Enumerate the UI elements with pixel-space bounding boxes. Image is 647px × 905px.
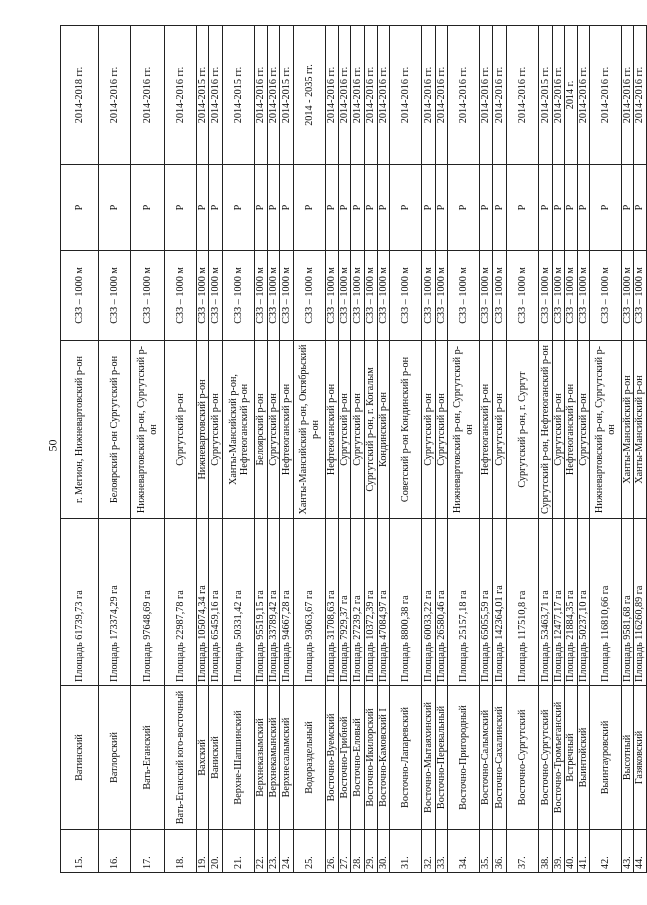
protection-zone-cell: СЗЗ – 1000 м [255, 251, 267, 341]
row-number: 28. [351, 830, 365, 873]
license-type-cell: Р [365, 165, 377, 251]
area-cell: Площадь 50331,42 га [223, 519, 255, 686]
license-type-cell: Р [326, 165, 338, 251]
table-row [590, 26, 622, 873]
area-cell: Площадь 8800,38 га [389, 519, 421, 686]
object-name: Вахский [197, 686, 209, 830]
license-type-cell: Р [223, 165, 255, 251]
area-cell: Площадь 31708,63 га [326, 519, 338, 686]
license-type-cell: Р [131, 165, 165, 251]
location-cell: Кондинский р-он [377, 341, 389, 519]
row-number: 24. [280, 830, 294, 873]
license-type-cell: Р [61, 165, 99, 251]
period-cell: 2014-2016 гг. [209, 26, 223, 165]
table-row [267, 26, 279, 873]
period-cell: 2014-2016 гг. [267, 26, 279, 165]
row-number: 31. [389, 830, 421, 873]
object-name: Восточно-Лапаревский [389, 686, 421, 830]
protection-zone-cell: СЗЗ – 1000 м [197, 251, 209, 341]
license-type-cell: Р [351, 165, 365, 251]
area-cell: Площадь 21884,35 га [565, 519, 577, 686]
protection-zone-cell: СЗЗ – 1000 м [223, 251, 255, 341]
license-type-cell: Р [435, 165, 447, 251]
license-type-cell: Р [377, 165, 389, 251]
area-cell: Площадь 7929,37 га [338, 519, 350, 686]
row-number: 23. [267, 830, 279, 873]
row-number: 30. [377, 830, 389, 873]
row-number: 16. [99, 830, 131, 873]
table-row [538, 26, 552, 873]
object-name: Вать-Еганский [131, 686, 165, 830]
area-cell: Площадь 105074,34 га [197, 519, 209, 686]
object-name: Восточно-Икилорский [365, 686, 377, 830]
row-number: 15. [61, 830, 99, 873]
protection-zone-cell: СЗЗ – 1000 м [326, 251, 338, 341]
location-cell: Сургутский р-он [421, 341, 435, 519]
row-number: 21. [223, 830, 255, 873]
protection-zone-cell: СЗЗ – 1000 м [294, 251, 326, 341]
object-name: Верхнесалымский [280, 686, 294, 830]
area-cell: Площадь 33789,42 га [267, 519, 279, 686]
object-name: Верхнеказымский [255, 686, 267, 830]
area-cell: Площадь 60033,22 га [421, 519, 435, 686]
page-number: 50 [45, 439, 60, 452]
location-cell: Ханты-Мансийский р-он, Октябрьский р-он [294, 341, 326, 519]
row-number: 34. [448, 830, 480, 873]
protection-zone-cell: СЗЗ – 1000 м [435, 251, 447, 341]
object-name: Восточно-Камовский I [377, 686, 389, 830]
table-row [294, 26, 326, 873]
row-number: 26. [326, 830, 338, 873]
license-type-cell: Р [492, 165, 506, 251]
rotated-table-container [60, 26, 646, 873]
license-type-cell: Р [165, 165, 197, 251]
deposits-table [60, 25, 647, 873]
table-row [61, 26, 99, 873]
period-cell: 2014-2016 гг. [622, 26, 634, 165]
protection-zone-cell: СЗЗ – 1000 м [99, 251, 131, 341]
license-type-cell: Р [552, 165, 564, 251]
row-number: 44. [634, 830, 646, 873]
object-name: Восточно-Еловый [351, 686, 365, 830]
location-cell: Сургутский р-он [267, 341, 279, 519]
table-row [634, 26, 646, 873]
license-type-cell: Р [634, 165, 646, 251]
table-row [389, 26, 421, 873]
row-number: 41. [577, 830, 589, 873]
row-number: 40. [565, 830, 577, 873]
license-type-cell: Р [506, 165, 538, 251]
location-cell: Нижневартовский р-он, Сургутский р-он [590, 341, 622, 519]
location-cell: Сургутский р-он, г. Сургут [506, 341, 538, 519]
object-name: Газяковский [634, 686, 646, 830]
license-type-cell: Р [590, 165, 622, 251]
period-cell: 2014-2016 гг. [448, 26, 480, 165]
table-row [255, 26, 267, 873]
object-name: Встречный [565, 686, 577, 830]
location-cell: Сургутский р-он [492, 341, 506, 519]
table-row [480, 26, 492, 873]
protection-zone-cell: СЗЗ – 1000 м [389, 251, 421, 341]
license-type-cell: Р [338, 165, 350, 251]
object-name: Восточно-Салымский [480, 686, 492, 830]
location-cell: Нефтеюганский р-он [280, 341, 294, 519]
location-cell: Сургутский р-он [165, 341, 197, 519]
row-number: 25. [294, 830, 326, 873]
protection-zone-cell: СЗЗ – 1000 м [267, 251, 279, 341]
table-row [492, 26, 506, 873]
area-cell: Площадь 47084,97 га [377, 519, 389, 686]
area-cell: Площадь 22987,78 га [165, 519, 197, 686]
protection-zone-cell: СЗЗ – 1000 м [209, 251, 223, 341]
table-row [365, 26, 377, 873]
area-cell: Площадь 97648,69 га [131, 519, 165, 686]
row-number: 42. [590, 830, 622, 873]
area-cell: Площадь 12477,17 га [552, 519, 564, 686]
period-cell: 2014-2016 гг. [351, 26, 365, 165]
period-cell: 2014-2016 гг. [377, 26, 389, 165]
period-cell: 2014-2016 гг. [365, 26, 377, 165]
location-cell: Нижневартовский р-он, Сургутский р-он [448, 341, 480, 519]
period-cell: 2014-2016 гг. [577, 26, 589, 165]
license-type-cell: Р [565, 165, 577, 251]
object-name: Восточно-Грибной [338, 686, 350, 830]
area-cell: Площадь 27239,2 га [351, 519, 365, 686]
protection-zone-cell: СЗЗ – 1000 м [552, 251, 564, 341]
license-type-cell: Р [267, 165, 279, 251]
location-cell: г. Мегион, Нижневартовский р-он [61, 341, 99, 519]
area-cell: Площадь 142364,01 га [492, 519, 506, 686]
protection-zone-cell: СЗЗ – 1000 м [351, 251, 365, 341]
row-number: 37. [506, 830, 538, 873]
table-row [165, 26, 197, 873]
period-cell: 2014-2016 гг. [255, 26, 267, 165]
location-cell: Сургутский р-он, г. Когалым [365, 341, 377, 519]
row-number: 38. [538, 830, 552, 873]
license-type-cell: Р [99, 165, 131, 251]
area-cell: Площадь 95519,15 га [255, 519, 267, 686]
period-cell: 2014 г. [565, 26, 577, 165]
period-cell: 2014-2016 гг. [634, 26, 646, 165]
object-name: Восточно-Мытаяхинский [421, 686, 435, 830]
area-cell: Площадь 10372,39 га [365, 519, 377, 686]
location-cell: Сургутский р-он [209, 341, 223, 519]
period-cell: 2014-2018 гг. [61, 26, 99, 165]
area-cell: Площадь 65459,16 га [209, 519, 223, 686]
license-type-cell: Р [480, 165, 492, 251]
license-type-cell: Р [421, 165, 435, 251]
table-row [565, 26, 577, 873]
area-cell: Площадь 116260,89 га [634, 519, 646, 686]
object-name: Водораздельный [294, 686, 326, 830]
protection-zone-cell: СЗЗ – 1000 м [61, 251, 99, 341]
protection-zone-cell: СЗЗ – 1000 м [590, 251, 622, 341]
area-cell: Площадь 53463,71 га [538, 519, 552, 686]
location-cell: Нижневартовский р-он [197, 341, 209, 519]
period-cell: 2014-2016 гг. [99, 26, 131, 165]
table-row [435, 26, 447, 873]
object-name: Верхнекамынский [267, 686, 279, 830]
area-cell: Площадь 173374,29 га [99, 519, 131, 686]
row-number: 29. [365, 830, 377, 873]
protection-zone-cell: СЗЗ – 1000 м [377, 251, 389, 341]
table-row [506, 26, 538, 873]
area-cell: Площадь 94667,28 га [280, 519, 294, 686]
location-cell: Ханты-Мансийский р-он [634, 341, 646, 519]
table-row [223, 26, 255, 873]
protection-zone-cell: СЗЗ – 1000 м [634, 251, 646, 341]
protection-zone-cell: СЗЗ – 1000 м [448, 251, 480, 341]
object-name: Выинтойский [577, 686, 589, 830]
row-number: 27. [338, 830, 350, 873]
table-row [99, 26, 131, 873]
location-cell: Сургутский р-он [435, 341, 447, 519]
location-cell: Белоярский р-он Сургутский р-он [99, 341, 131, 519]
license-type-cell: Р [389, 165, 421, 251]
table-row [421, 26, 435, 873]
protection-zone-cell: СЗЗ – 1000 м [538, 251, 552, 341]
row-number: 33. [435, 830, 447, 873]
area-cell: Площадь 9581,68 га [622, 519, 634, 686]
row-number: 20. [209, 830, 223, 873]
location-cell: Ханты-Мансийский р-он, Нефтеюганский р-он [223, 341, 255, 519]
object-name: Вать-Еганский юго-восточный [165, 686, 197, 830]
table-row [351, 26, 365, 873]
protection-zone-cell: СЗЗ – 1000 м [506, 251, 538, 341]
area-cell: Площадь 25157,18 га [448, 519, 480, 686]
license-type-cell: Р [622, 165, 634, 251]
area-cell: Площадь 61739,73 га [61, 519, 99, 686]
period-cell: 2014-2016 гг. [389, 26, 421, 165]
area-cell: Площадь 93063,67 га [294, 519, 326, 686]
object-name: Восточно-Тромъеганский [552, 686, 564, 830]
row-number: 18. [165, 830, 197, 873]
object-name: Восточно-Сахалинский [492, 686, 506, 830]
license-type-cell: Р [538, 165, 552, 251]
area-cell: Площадь 65055,59 га [480, 519, 492, 686]
protection-zone-cell: СЗЗ – 1000 м [421, 251, 435, 341]
protection-zone-cell: СЗЗ – 1000 м [565, 251, 577, 341]
protection-zone-cell: СЗЗ – 1000 м [338, 251, 350, 341]
license-type-cell: Р [280, 165, 294, 251]
row-number: 17. [131, 830, 165, 873]
location-cell: Нефтеюганский р-он [565, 341, 577, 519]
location-cell: Ханты-Мансийский р-он [622, 341, 634, 519]
row-number: 19. [197, 830, 209, 873]
license-type-cell: Р [209, 165, 223, 251]
table-row [326, 26, 338, 873]
table-row [131, 26, 165, 873]
protection-zone-cell: СЗЗ – 1000 м [280, 251, 294, 341]
table-row [338, 26, 350, 873]
period-cell: 2014-2016 гг. [552, 26, 564, 165]
object-name: Восточно-Сургутский [538, 686, 552, 830]
location-cell: Нижневартовский р-он, Сургутский р-он [131, 341, 165, 519]
row-number: 22. [255, 830, 267, 873]
object-name: Выинтауровский [590, 686, 622, 830]
table-body [61, 26, 647, 873]
row-number: 43. [622, 830, 634, 873]
license-type-cell: Р [577, 165, 589, 251]
period-cell: 2014-2016 гг. [506, 26, 538, 165]
object-name: Ватинский [61, 686, 99, 830]
location-cell: Сургутский р-он [552, 341, 564, 519]
table-row [448, 26, 480, 873]
protection-zone-cell: СЗЗ – 1000 м [365, 251, 377, 341]
period-cell: 2014-2016 гг. [435, 26, 447, 165]
table-row [209, 26, 223, 873]
location-cell: Нефтеюганский р-он [480, 341, 492, 519]
row-number: 39. [552, 830, 564, 873]
protection-zone-cell: СЗЗ – 1000 м [622, 251, 634, 341]
period-cell: 2014-2016 гг. [326, 26, 338, 165]
object-name: Верхне-Шапшинский [223, 686, 255, 830]
location-cell: Сургутский р-он [338, 341, 350, 519]
protection-zone-cell: СЗЗ – 1000 м [577, 251, 589, 341]
table-row [280, 26, 294, 873]
location-cell: Советский р-он Кондинский р-он [389, 341, 421, 519]
license-type-cell: Р [197, 165, 209, 251]
location-cell: Нефтеюганский р-он [326, 341, 338, 519]
object-name: Ваниский [209, 686, 223, 830]
table-row [622, 26, 634, 873]
period-cell: 2014-2015 гг. [223, 26, 255, 165]
period-cell: 2014-2016 гг. [338, 26, 350, 165]
location-cell: Сургутский р-он [577, 341, 589, 519]
period-cell: 2014 - 2035 гг. [294, 26, 326, 165]
object-name: Высотный [622, 686, 634, 830]
protection-zone-cell: СЗЗ – 1000 м [165, 251, 197, 341]
object-name: Восточно-Пригородный [448, 686, 480, 830]
row-number: 32. [421, 830, 435, 873]
area-cell: Площадь 26580,46 га [435, 519, 447, 686]
protection-zone-cell: СЗЗ – 1000 м [492, 251, 506, 341]
period-cell: 2014-2016 гг. [590, 26, 622, 165]
table-row [552, 26, 564, 873]
protection-zone-cell: СЗЗ – 1000 м [131, 251, 165, 341]
table-row [577, 26, 589, 873]
area-cell: Площадь 50237,10 га [577, 519, 589, 686]
object-name: Восточно-Перевальный [435, 686, 447, 830]
object-name: Восточно-Сургутский [506, 686, 538, 830]
period-cell: 2014-2016 гг. [165, 26, 197, 165]
row-number: 36. [492, 830, 506, 873]
object-name: Ватлорский [99, 686, 131, 830]
protection-zone-cell: СЗЗ – 1000 м [480, 251, 492, 341]
period-cell: 2014-2016 гг. [421, 26, 435, 165]
location-cell: Белоярский р-он [255, 341, 267, 519]
row-number: 35. [480, 830, 492, 873]
period-cell: 2014-2015 гг. [197, 26, 209, 165]
table-row [197, 26, 209, 873]
period-cell: 2014-2016 гг. [131, 26, 165, 165]
location-cell: Сургутский р-он [351, 341, 365, 519]
period-cell: 2014-2016 гг. [480, 26, 492, 165]
area-cell: Площадь 117510,8 га [506, 519, 538, 686]
object-name: Восточно-Вуемский [326, 686, 338, 830]
table-row [377, 26, 389, 873]
location-cell: Сургутский р-он, Нефтеюганский р-он [538, 341, 552, 519]
period-cell: 2014-2015 гг. [538, 26, 552, 165]
license-type-cell: Р [255, 165, 267, 251]
period-cell: 2014-2015 гг. [280, 26, 294, 165]
area-cell: Площадь 116810,66 га [590, 519, 622, 686]
period-cell: 2014-2016 гг. [492, 26, 506, 165]
license-type-cell: Р [448, 165, 480, 251]
license-type-cell: Р [294, 165, 326, 251]
